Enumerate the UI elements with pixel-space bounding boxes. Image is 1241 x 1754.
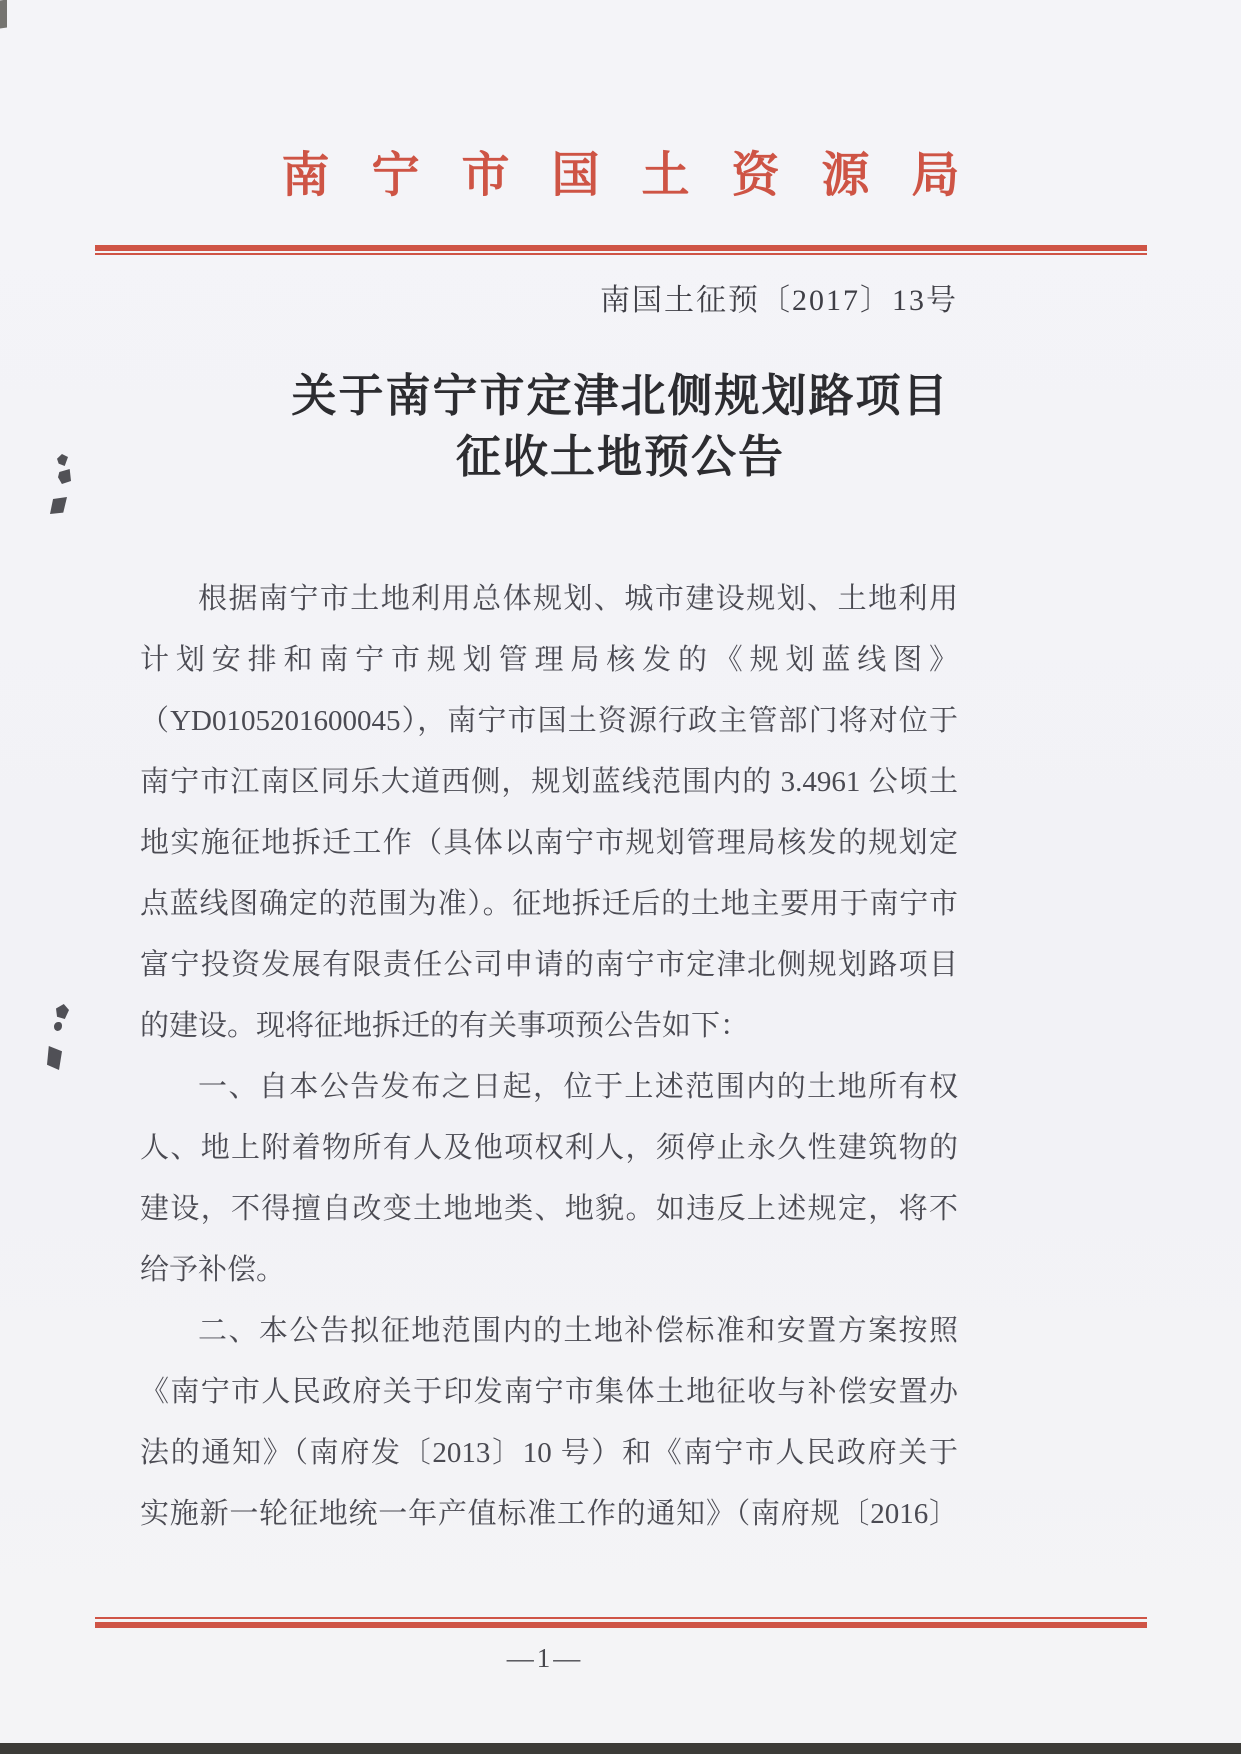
red-footer-line: [95, 1617, 1147, 1628]
scan-corner-artifact: [0, 0, 7, 28]
scan-edge-strip: [0, 1743, 1241, 1754]
document-title-line-1: 关于南宁市定津北侧规划路项目: [291, 371, 950, 421]
body-line: 的建设。现将征地拆迁的有关事项预公告如下：: [140, 1010, 750, 1042]
body-line: 地实施征地拆迁工作（具体以南宁市规划管理局核发的规划定: [140, 827, 958, 859]
body-line: 点蓝线图确定的范围为准）。征地拆迁后的土地主要用于南宁市: [140, 888, 958, 920]
body-line: 实施新一轮征地统一年产值标准工作的通知》（南府规〔2016〕: [140, 1498, 958, 1530]
body-line: 给予补偿。: [140, 1254, 286, 1286]
letterhead: [0, 146, 1241, 206]
ink-mark: [54, 1022, 62, 1031]
ink-mark: [56, 1004, 69, 1019]
body-line: 富宁投资发展有限责任公司申请的南宁市定津北侧规划路项目: [140, 949, 958, 981]
document-title: [0, 366, 1241, 488]
body-line: 《南宁市人民政府关于印发南宁市集体土地征收与补偿安置办: [140, 1376, 958, 1408]
body-line: 法的通知》（南府发〔2013〕10 号）和《南宁市人民政府关于: [140, 1437, 958, 1469]
document-title-line-2: 征收土地预公告: [455, 432, 785, 482]
body-line: （YD0105201600045），南宁市国土资源行政主管部门将对位于: [140, 705, 958, 737]
ink-mark: [47, 1046, 62, 1070]
body-line: 二、本公告拟征地范围内的土地补偿标准和安置方案按照: [198, 1315, 958, 1347]
body-line: 建设，不得擅自改变土地地类、地貌。如违反上述规定，将不: [140, 1193, 958, 1225]
ink-mark: [50, 497, 67, 514]
body-line: 人、地上附着物所有人及他项权利人，须停止永久性建筑物的: [140, 1132, 958, 1164]
agency-name: 南宁市国土资源局: [281, 149, 1002, 202]
document-body: [140, 569, 958, 1545]
body-line: 南宁市江南区同乐大道西侧，规划蓝线范围内的 3.4961 公顷土: [140, 766, 958, 798]
body-line: 一、自本公告发布之日起，位于上述范围内的土地所有权: [198, 1071, 958, 1103]
document-number: 南国土征预〔2017〕13号: [600, 284, 958, 317]
body-line: 根据南宁市土地利用总体规划、城市建设规划、土地利用: [198, 583, 958, 615]
body-line: 计划安排和南宁市规划管理局核发的《规划蓝线图》: [140, 644, 958, 676]
red-separator-line: [95, 245, 1147, 255]
page-number: —1—: [506, 1643, 584, 1673]
